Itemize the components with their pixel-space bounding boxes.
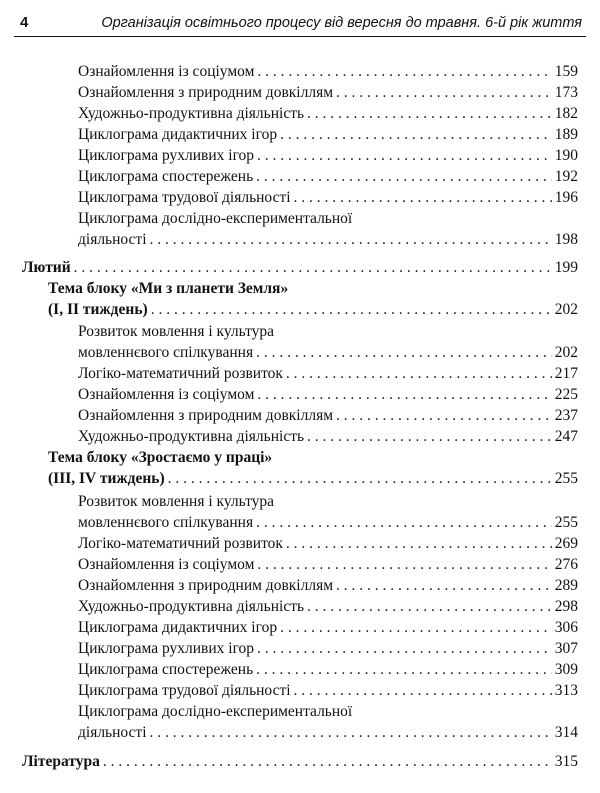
toc-entry bbox=[78, 427, 578, 447]
toc-entry-title-line2: мовленнєвого спілкування bbox=[78, 514, 254, 531]
toc-entry bbox=[78, 406, 578, 426]
toc-entry-title: Циклограма дидактичних ігор bbox=[78, 619, 278, 636]
toc-entry bbox=[78, 576, 578, 596]
toc-entry-page: 192 bbox=[554, 168, 578, 185]
toc-entry bbox=[78, 513, 578, 533]
toc-entry bbox=[78, 639, 578, 659]
toc-entry bbox=[78, 62, 578, 82]
toc-entry-page: 225 bbox=[554, 386, 578, 403]
toc-entry-page: 202 bbox=[554, 344, 578, 361]
toc-entry-page: 202 bbox=[554, 301, 578, 318]
toc-entry bbox=[78, 597, 578, 617]
toc-entry bbox=[78, 681, 578, 701]
toc-entry-page: 309 bbox=[554, 661, 578, 678]
toc-theme-entry bbox=[48, 300, 578, 320]
toc-entry bbox=[78, 534, 578, 554]
toc-entry-title: Художньо-продуктивна діяльність bbox=[78, 105, 305, 122]
toc-theme-title-line2: (І, ІІ тиждень) bbox=[48, 301, 148, 318]
toc-entry-title: Логіко-математичний розвиток bbox=[78, 365, 283, 382]
toc-entry bbox=[78, 555, 578, 575]
toc-month-entry bbox=[22, 258, 578, 278]
toc-entry bbox=[78, 364, 578, 384]
toc-entry-page: 237 bbox=[554, 407, 578, 424]
toc-entry-title: Циклограма спостережень bbox=[78, 168, 254, 185]
toc-entry-title: Художньо-продуктивна діяльність bbox=[78, 598, 305, 615]
page-number: 4 bbox=[20, 14, 29, 31]
toc-literature-entry bbox=[22, 752, 578, 772]
toc-entry-title: Художньо-продуктивна діяльність bbox=[78, 428, 305, 445]
toc-entry-page: 289 bbox=[554, 577, 578, 594]
toc-entry-title: Циклограма спостережень bbox=[78, 661, 254, 678]
toc-entry bbox=[78, 167, 578, 187]
toc-entry-title: Циклограма дидактичних ігор bbox=[78, 126, 278, 143]
toc-entry-page: 313 bbox=[554, 682, 578, 699]
toc-entry bbox=[78, 660, 578, 680]
toc-entry-title: Ознайомлення із соціумом bbox=[78, 63, 255, 80]
toc-entry-title: Циклограма трудової діяльності bbox=[78, 682, 291, 699]
toc-entry-page: 255 bbox=[554, 514, 578, 531]
toc-entry bbox=[78, 618, 578, 638]
toc-entry-page: 255 bbox=[554, 470, 578, 487]
toc-entry-title: Циклограма рухливих ігор bbox=[78, 147, 255, 164]
running-header bbox=[14, 14, 586, 37]
toc-theme-title-line1: Тема блоку «Зростаємо у праці» bbox=[48, 449, 273, 466]
toc-entry-title: Ознайомлення із соціумом bbox=[78, 556, 255, 573]
toc-entry-title-line1: Циклограма дослідно-експериментальної bbox=[78, 703, 353, 720]
toc-entry-page: 189 bbox=[554, 126, 578, 143]
toc-entry-page: 217 bbox=[554, 365, 578, 382]
toc-entry-title: Ознайомлення з природним довкіллям bbox=[78, 577, 334, 594]
toc-entry-title-line1: Розвиток мовлення і культура bbox=[78, 323, 275, 340]
toc-entry-title: Ознайомлення з природним довкіллям bbox=[78, 407, 334, 424]
toc-entry bbox=[78, 146, 578, 166]
toc-entry-title-line2: мовленнєвого спілкування bbox=[78, 344, 254, 361]
running-title: Організація освітнього процесу від вересня до травня. 6-й рік життя bbox=[101, 15, 582, 31]
toc-entry bbox=[78, 104, 578, 124]
toc-theme-title-line2: (ІІІ, IV тиждень) bbox=[48, 470, 165, 487]
toc-entry-page: 307 bbox=[554, 640, 578, 657]
toc-entry-page: 314 bbox=[554, 724, 578, 741]
toc-entry bbox=[78, 230, 578, 250]
toc-entry-page: 298 bbox=[554, 598, 578, 615]
toc-entry-page: 269 bbox=[554, 535, 578, 552]
toc-literature-title: Література bbox=[22, 753, 100, 770]
toc-entry-page: 182 bbox=[554, 105, 578, 122]
toc-entry bbox=[78, 723, 578, 743]
toc-entry-title-line1: Розвиток мовлення і культура bbox=[78, 493, 275, 510]
toc-entry-title: Циклограма рухливих ігор bbox=[78, 640, 255, 657]
toc-entry-page: 173 bbox=[554, 84, 578, 101]
toc-entry-title: Ознайомлення із соціумом bbox=[78, 386, 255, 403]
toc-entry bbox=[78, 125, 578, 145]
toc-entry-title: Циклограма трудової діяльності bbox=[78, 189, 291, 206]
toc-entry-page: 190 bbox=[554, 147, 578, 164]
toc-entry bbox=[78, 343, 578, 363]
toc-entry-title-line2: діяльності bbox=[78, 724, 147, 741]
toc-entry-page: 247 bbox=[554, 428, 578, 445]
toc-entry-title: Логіко-математичний розвиток bbox=[78, 535, 283, 552]
toc-entry-title-line2: діяльності bbox=[78, 231, 147, 248]
toc-theme-entry bbox=[48, 469, 578, 489]
toc-entry bbox=[78, 83, 578, 103]
toc-theme-title-line1: Тема блоку «Ми з планети Земля» bbox=[48, 280, 289, 297]
toc-entry-page: 306 bbox=[554, 619, 578, 636]
toc-entry-title-line1: Циклограма дослідно-експериментальної bbox=[78, 210, 353, 227]
toc-entry-page: 198 bbox=[554, 231, 578, 248]
toc-entry-page: 159 bbox=[554, 63, 578, 80]
toc-entry-page: 276 bbox=[554, 556, 578, 573]
toc-entry-page: 315 bbox=[554, 753, 578, 770]
toc-entry-page: 199 bbox=[554, 259, 578, 276]
toc-entry-title: Ознайомлення з природним довкіллям bbox=[78, 84, 334, 101]
toc-entry bbox=[78, 188, 578, 208]
toc-month-title: Лютий bbox=[22, 259, 71, 276]
toc-entry bbox=[78, 385, 578, 405]
toc-entry-page: 196 bbox=[554, 189, 578, 206]
